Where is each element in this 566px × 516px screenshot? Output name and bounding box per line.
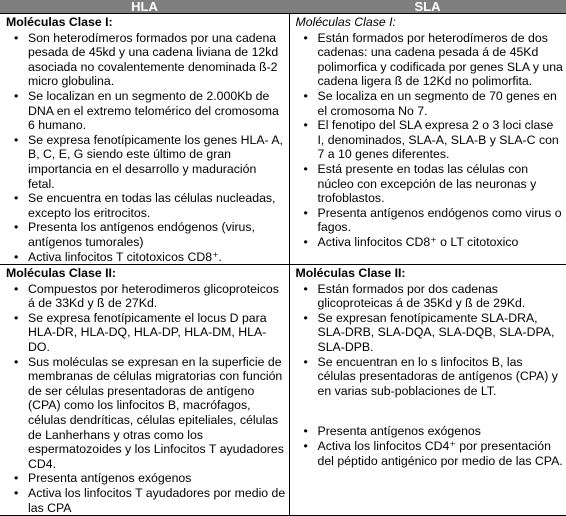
list-item: • El fenotipo del SLA expresa 2 o 3 loci clase I, denominados, SLA-A, SLA-B y SLA-C con 7 a 10 genes diferentes. <box>318 118 564 162</box>
class2-sla-title: Moléculas Clase II: <box>295 266 406 281</box>
class1-sla-list <box>296 31 564 250</box>
list-item: • Se localiza en un segmento de 70 genes en el cromosoma No 7. <box>318 89 564 118</box>
list-item: • Activa los linfocitos T ayudadores por medio de las CPA <box>28 486 286 515</box>
class1-hla-list <box>6 31 286 265</box>
spacer <box>296 398 564 424</box>
class2-hla-title: Moléculas Clase II: <box>6 266 117 281</box>
list-item: • Sus moléculas se expresan en la superficie de membranas de células migratorias con función de ser células presentadoras de antígeno (CPA) como los linfocitos B, macrófagos, células dendríticas, células epiteliales, células de Lanherhans y otras como los espermatozoides y los Linfocitos T ayudadores CD4. <box>28 355 286 472</box>
list-item: • Se expresa fenotípicamente el locus D para HLA-DR, HLA-DQ, HLA-DP, HLA-DM, HLA-DO. <box>28 311 286 355</box>
list-item: • Se expresa fenotípicamente los genes HLA- A, B, C, E, G siendo este último de gran importancia en el desarrollo y maduración fetal. <box>28 133 286 191</box>
class1-row <box>0 14 566 265</box>
list-item: • Activa linfocitos T citotoxicos CD8⁺. <box>28 250 286 265</box>
class1-sla-title: Moléculas Clase I: <box>295 15 396 29</box>
list-item: • Presenta antígenos exógenos <box>318 424 564 439</box>
class2-sla-list-a <box>296 282 564 399</box>
list-item: • Se localizan en un segmento de 2.000Kb de DNA en el extremo telomérico del cromosoma 6 humano. <box>28 89 286 133</box>
class1-hla-title: Moléculas Clase I: <box>6 15 113 29</box>
list-item: • Presenta antígenos exógenos <box>28 471 286 486</box>
table-header-row <box>0 0 566 14</box>
list-item: • Se encuentran en lo s linfocitos B, las células presentadoras de antígenos (CPA) y en varias sub-poblaciones de LT. <box>318 355 564 399</box>
header-hla: HLA <box>0 0 289 14</box>
class2-sla-cell <box>289 265 566 516</box>
list-item: • Está presente en todas las células con núcleo con excepción de las neuronas y trofoblastos. <box>318 162 564 206</box>
class2-sla-list-b <box>296 424 564 468</box>
class1-hla-cell <box>0 14 289 265</box>
class2-hla-list <box>6 282 286 516</box>
class2-row <box>0 265 566 516</box>
list-item: • Activa los linfocitos CD4⁺ por presentación del péptido antigénico por medio de las CPA. <box>318 439 564 468</box>
list-item: • Presenta los antígenos endógenos (virus, antígenos tumorales) <box>28 220 286 249</box>
list-item: • Están formados por dos cadenas glicoproteicas á de 35Kd y ß de 29Kd. <box>318 282 564 311</box>
list-item: • Presenta antígenos endógenos como virus o fagos. <box>318 206 564 235</box>
list-item: • Se expresan fenotípicamente SLA-DRA, SLA-DRB, SLA-DQA, SLA-DQB, SLA-DPA, SLA-DPB. <box>318 311 564 355</box>
list-item: • Se encuentra en todas las células nucleadas, excepto los eritrocitos. <box>28 191 286 220</box>
class2-hla-cell <box>0 265 289 516</box>
list-item: • Están formados por heterodímeros de dos cadenas: una cadena pesada á de 45Kd polimorfica y codificada por genes SLA y una cadena ligera ß de 12Kd no polimorfita. <box>318 31 564 89</box>
class1-sla-cell <box>289 14 566 265</box>
header-sla: SLA <box>289 0 566 14</box>
list-item: • Activa linfocitos CD8⁺ o LT citotoxico <box>318 235 564 250</box>
list-item: • Son heterodímeros formados por una cadena pesada de 45kd y una cadena liviana de 12kd asociada no covalentemente denominada ß-2 micro globulina. <box>28 31 286 89</box>
list-item: • Compuestos por heterodimeros glicoproteicos á de 33Kd y ß de 27Kd. <box>28 282 286 311</box>
